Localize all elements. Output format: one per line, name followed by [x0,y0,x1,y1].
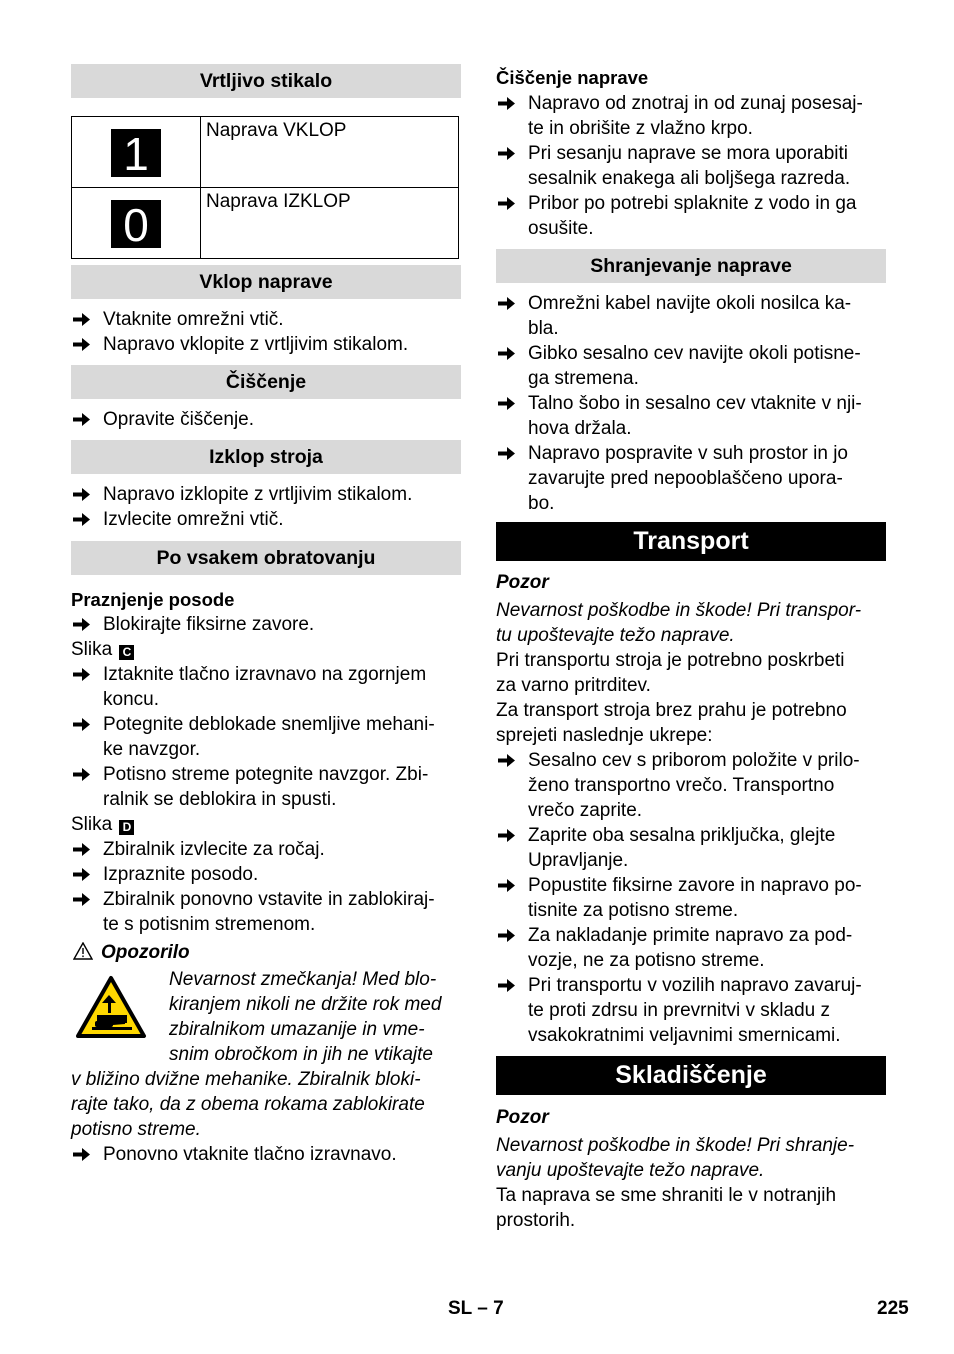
right-column [496,62,886,1233]
arrow-right-icon [498,823,520,848]
arrow-right-icon [498,973,520,998]
arrow-right-icon [498,391,520,416]
clean-list [71,407,461,432]
heading-switch-off: Izklop stroja [71,440,461,474]
arrow-right-icon [73,662,95,687]
arrow-right-icon [73,332,95,357]
switch-on-symbol: 1 [111,129,161,177]
storage-caution-text: Nevarnost poškodbe in škode! Pri shranje- vanju upoštevajte težo naprave. [496,1135,855,1181]
left-column [71,62,461,1167]
footer-language-page: SL – 7 [448,1298,504,1319]
arrow-right-icon [498,341,520,366]
figure-ref-c: Slika C [71,637,461,662]
list-item: Talno šobo in sesalno cev vtaknite v nji- hova držala. [496,391,886,441]
warning-triangle-icon [73,942,93,967]
device-storage-list [496,291,886,516]
list-item: Napravo vklopite z vrtljivim stikalom. [71,332,461,357]
heading-device-storage: Shranjevanje naprave [496,249,886,283]
arrow-right-icon [73,407,95,432]
arrow-right-icon [498,748,520,773]
empty-list-1 [71,612,461,637]
list-item: Napravo pospravite v suh prostor in jo zavarujte pred nepooblaščeno upora- bo. [496,441,886,516]
arrow-right-icon [73,507,95,532]
figure-ref-d: Slika D [71,812,461,837]
arrow-right-icon [73,612,95,637]
list-item: Zbiralnik izvlecite za ročaj. [71,837,461,862]
transport-list [496,748,886,1048]
list-item: Sesalno cev s priborom položite v prilo- ženo transportno vrečo. Transportno vrečo zaprite. [496,748,886,823]
arrow-right-icon [73,307,95,332]
warning-block [71,967,461,1142]
arrow-right-icon [73,712,95,737]
switch-off-symbol: 0 [111,200,161,248]
empty-list-3 [71,837,461,937]
list-item: Potisno streme potegnite navzgor. Zbi- ralnik se deblokira in spusti. [71,762,461,812]
arrow-right-icon [498,291,520,316]
list-item: Za nakladanje primite napravo za pod- vozje, ne za potisno streme. [496,923,886,973]
arrow-right-icon [73,1142,95,1167]
arrow-right-icon [498,141,520,166]
final-list [71,1142,461,1167]
figure-letter-d: D [119,820,134,835]
list-item: Omrežni kabel navijte okoli nosilca ka- bla. [496,291,886,341]
warning-heading [71,940,461,967]
list-item: Vtaknite omrežni vtič. [71,307,461,332]
arrow-right-icon [73,862,95,887]
list-item: Pri sesanju naprave se mora uporabiti sesalnik enakega ali boljšega razreda. [496,141,886,191]
list-item: Ponovno vtaknite tlačno izravnavo. [71,1142,461,1167]
warning-title: Opozorilo [101,942,190,963]
hand-crush-warning-icon [75,975,147,1039]
off-list [71,482,461,532]
storage-paragraph: Ta naprava se sme shraniti le v notranjih prostorih. [496,1185,837,1231]
transport-caution-title: Pozor [496,572,549,593]
switch-table [71,116,459,259]
switch-off-label: Naprava IZKLOP [201,188,459,259]
arrow-right-icon [73,837,95,862]
arrow-right-icon [498,441,520,466]
empty-list-2 [71,662,461,812]
list-item: Potegnite deblokade snemljive mehani- ke navzgor. [71,712,461,762]
heading-switch-on: Vklop naprave [71,265,461,299]
subheading-emptying: Praznjenje posode [71,589,235,610]
arrow-right-icon [498,923,520,948]
arrow-right-icon [498,873,520,898]
arrow-right-icon [498,191,520,216]
table-row [72,117,459,188]
list-item: Opravite čiščenje. [71,407,461,432]
arrow-right-icon [73,482,95,507]
list-item: Gibko sesalno cev navijte okoli potisne- ga stremena. [496,341,886,391]
transport-paragraph-2: Za transport stroja brez prahu je potrebno sprejeti naslednje ukrepe: [496,700,847,746]
list-item: Blokirajte fiksirne zavore. [71,612,461,637]
arrow-right-icon [73,887,95,912]
figure-letter-c: C [119,645,134,660]
heading-after-operation: Po vsakem obratovanju [71,541,461,575]
on-list [71,307,461,357]
arrow-right-icon [73,762,95,787]
switch-on-label: Naprava VKLOP [201,117,459,188]
list-item: Zaprite oba sesalna priključka, glejte Upravljanje. [496,823,886,873]
heading-cleaning: Čiščenje [71,365,461,399]
subheading-device-cleaning: Čiščenje naprave [496,67,649,88]
storage-caution-title: Pozor [496,1107,549,1128]
list-item: Popustite fiksirne zavore in napravo po- tisnite za potisno streme. [496,873,886,923]
list-item: Napravo od znotraj in od zunaj posesaj- te in obrišite z vlažno krpo. [496,91,886,141]
transport-paragraph-1: Pri transportu stroja je potrebno poskrbeti za varno pritrditev. [496,650,845,696]
transport-caution-text: Nevarnost poškodbe in škode! Pri transpor- tu upoštevajte težo naprave. [496,600,862,646]
list-item: Iztaknite tlačno izravnavo na zgornjem koncu. [71,662,461,712]
list-item: Izpraznite posodo. [71,862,461,887]
heading-rotary-switch: Vrtljivo stikalo [71,64,461,98]
heading-transport: Transport [496,522,886,561]
list-item: Izvlecite omrežni vtič. [71,507,461,532]
list-item: Pri transportu v vozilih napravo zavaruj- te proti zdrsu in prevrnitvi v skladu z vsakokratnimi veljavnimi smernicami. [496,973,886,1048]
list-item: Pribor po potrebi splaknite z vodo in ga osušite. [496,191,886,241]
heading-storage: Skladiščenje [496,1056,886,1095]
list-item: Napravo izklopite z vrtljivim stikalom. [71,482,461,507]
table-row [72,188,459,259]
arrow-right-icon [498,91,520,116]
list-item: Zbiralnik ponovno vstavite in zablokiraj- te s potisnim stremenom. [71,887,461,937]
device-cleaning-list [496,91,886,241]
warning-text: Nevarnost zmečkanja! Med blo- kiranjem nikoli ne držite rok med zbiralnikom umazanije in vme- snim obročkom in jih ne vtikajte v bližino dvižne mehanike. Zbiralnik bloki- rajte tako, da z obema rokama zablokirate potisno streme. [71,969,442,1140]
footer-page-number: 225 [877,1298,909,1319]
